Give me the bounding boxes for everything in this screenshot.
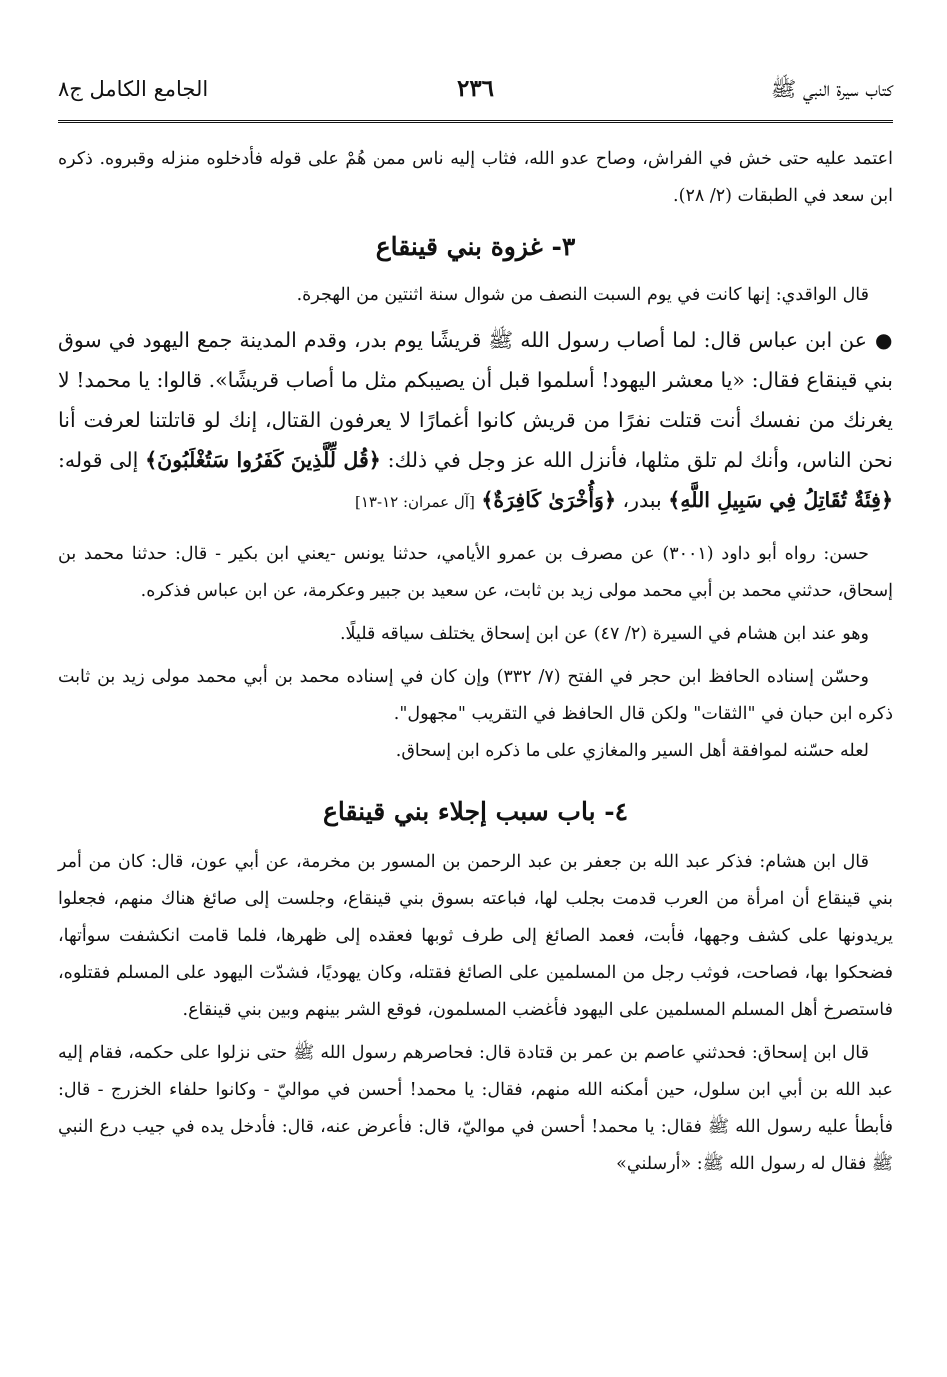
page-content [58, 123, 893, 1183]
book-page [58, 70, 893, 1183]
closing-note: لعله حسّنه لموافقة أهل السير والمغازي على ما ذكره ابن إسحاق. [395, 741, 869, 761]
hadith-text-3: ببدر، [622, 488, 662, 512]
page-number: ٢٣٦ [456, 75, 495, 102]
quran-verse-2: ﴿فِئَةٌ تُقَاتِلُ فِي سَبِيلِ اللَّهِ﴾ [668, 488, 893, 512]
hasan-paragraph: حسن: رواه أبو داود (٣٠٠١) عن مصرف بن عمرو الأيامي، حدثنا يونس -يعني ابن بكير - قال: حدثنا محمد بن إسحاق، حدثني محمد بن أبي محمد مولى زيد بن ثابت، عن سعيد بن جبير وعكرمة، عن ابن عباس فذكره. [58, 544, 893, 601]
section-heading-3: ٣- غزوة بني قينقاع [375, 232, 576, 261]
quran-verse-3: ﴿وَأُخْرَىٰ كَافِرَةٌ﴾ [481, 488, 616, 512]
quran-reference: [آل عمران: ١٢-١٣] [355, 493, 475, 511]
collection-volume: الجامع الكامل ج٨ [58, 77, 209, 101]
hadith-text-2: إلى قوله: [58, 448, 139, 472]
ibn-hisham-note: وهو عند ابن هشام في السيرة (٢/ ٤٧) عن ابن إسحاق يختلف سياقه قليلًا. [339, 624, 869, 644]
ibn-hisham-paragraph: قال ابن هشام: فذكر عبد الله بن جعفر بن عبد الرحمن بن المسور بن مخرمة، عن أبي عون، قال: كان من أمر بني قينقاع أن امرأة من العرب قدمت بجلب لها، فباعته بسوق بني قينقاع، وجلست إلى صائغ هناك منهم، فجعلوا يريدونها على كشف وجهها، فأبت، فعمد الصائغ إلى طرف ثوبها فعقده إلى ظهرها، فلما قامت انكشفت سوأتها، فضحكوا بها، فصاحت، فوثب رجل من المسلمين على الصائغ فقتله، وكان يهوديًا، فشدّت اليهود على المسلم فقتلوه، فاستصرخ أهل المسلم المسلمين على اليهود فأغضب المسلمون، فوقع الشر بينهم وبين بني قينقاع. [58, 852, 893, 1020]
bullet-icon: ● [875, 328, 893, 352]
intro-paragraph: اعتمد عليه حتى خش في الفراش، وصاح عدو الله، فثاب إليه ناس ممن هُمْ على قوله فأدخلوه منزله وقبروه. ذكره ابن سعد في الطبقات (٢/ ٢٨). [58, 149, 893, 206]
section-heading-4: ٤- باب سبب إجلاء بني قينقاع [322, 797, 629, 826]
page-header [58, 70, 893, 123]
ibn-ishaq-paragraph: قال ابن إسحاق: فحدثني عاصم بن عمر بن قتادة قال: فحاصرهم رسول الله ﷺ حتى نزلوا على حكمه، فقام إليه عبد الله بن أبي ابن سلول، حين أمكنه الله منهم، فقال: يا محمد! أحسن في مواليّ - وكانوا حلفاء الخزرج - قال: فأبطأ عليه رسول الله ﷺ فقال: يا محمد! أحسن في مواليّ، قال: فأعرض عنه، قال: فأدخل يده في جيب درع النبي ﷺ فقال له رسول الله ﷺ: «أرسلني» [58, 1043, 893, 1174]
hadith-paragraph [58, 320, 893, 522]
hadith-text: عن ابن عباس قال: لما أصاب رسول الله ﷺ قريشًا يوم بدر، وقدم المدينة جمع اليهود في سوق بني قينقاع فقال: «يا معشر اليهود! أسلموا قبل أن يصيبكم مثل ما أصاب قريشًا». قالوا: يا محمد! لا يغرنك من نفسك أنت قتلت نفرًا من قريش كانوا أغمارًا لا يعرفون القتال، إنك لو قاتلتنا لعرفت أنا نحن الناس، وأنك لم تلق مثلها، فأنزل الله عز وجل في ذلك: [58, 328, 893, 472]
waqidi-paragraph: قال الواقدي: إنها كانت في يوم السبت النصف من شوال سنة اثنتين من الهجرة. [296, 285, 869, 305]
quran-verse-1: ﴿قُل لِّلَّذِينَ كَفَرُوا سَتُغْلَبُونَ﴾ [145, 448, 381, 472]
book-title: كتاب سيرة النبي ﷺ [770, 77, 893, 101]
ibn-hajar-note: وحسّن إسناده الحافظ ابن حجر في الفتح (٧/ ٣٣٢) وإن كان في إسناده محمد بن أبي محمد مولى زيد بن ثابت ذكره ابن حبان في "الثقات" ولكن قال الحافظ في التقريب "مجهول". [58, 667, 893, 724]
